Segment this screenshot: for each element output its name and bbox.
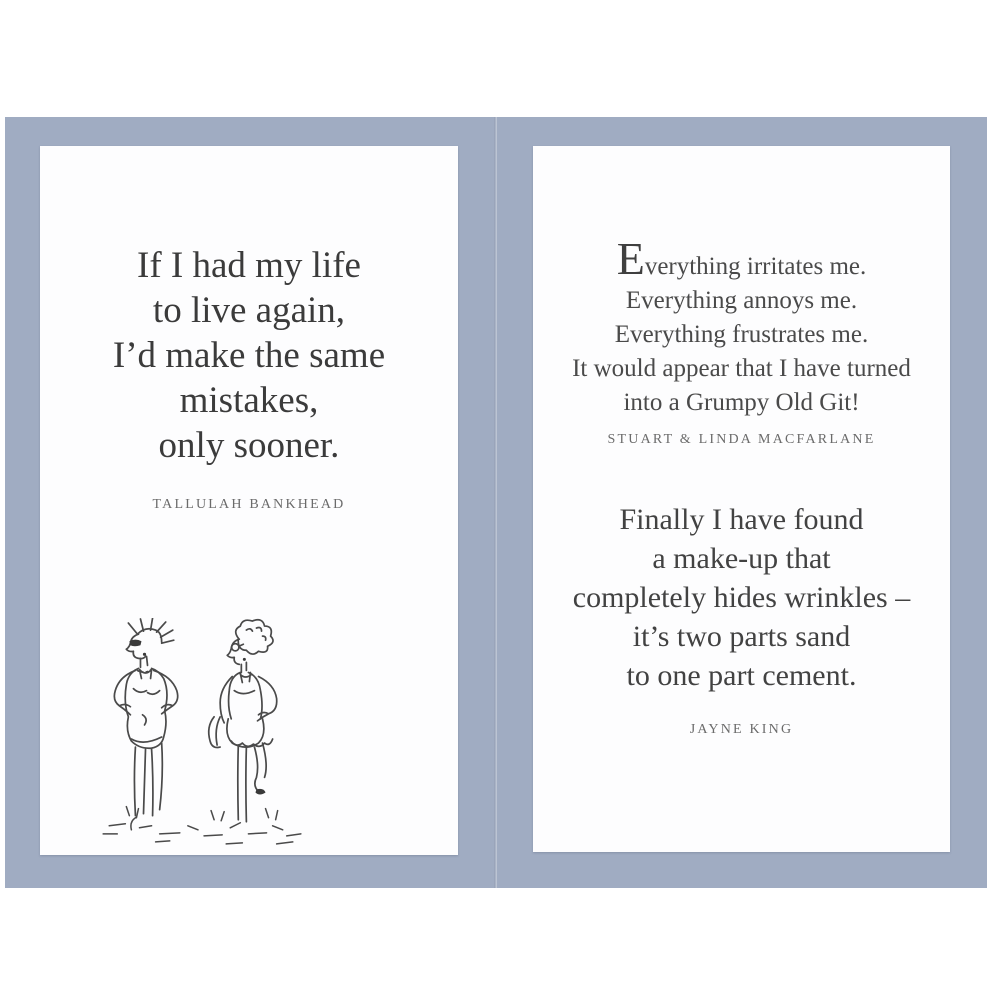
womanB-earring <box>243 658 246 661</box>
womanB-glasses <box>232 644 239 651</box>
womanB-shoe <box>255 789 265 795</box>
left-quote-attribution: TALLULAH BANKHEAD <box>152 497 346 512</box>
right-quote-makeup <box>533 500 950 695</box>
blue-mat-background <box>5 117 987 888</box>
quote-line-rest: verything irritates me. <box>644 253 867 280</box>
water-splashes <box>103 818 301 844</box>
two-women-swimsuits-illustration <box>95 618 309 852</box>
left-quote <box>40 243 458 468</box>
splash-tufts <box>126 807 277 821</box>
quote-line: into a Grumpy Old Git! <box>623 389 860 416</box>
womanA-belly-line <box>142 715 146 725</box>
womanB-right-arm <box>257 677 276 721</box>
quote-line: a make-up that <box>652 542 831 575</box>
quote-line: I’d make the same <box>112 335 386 376</box>
womanA-hair <box>128 618 173 643</box>
womanA-earring <box>143 653 146 656</box>
image-seam-divider <box>494 117 497 888</box>
quote-line: It would appear that I have turned <box>572 355 911 382</box>
quote-line: to one part cement. <box>626 659 857 692</box>
quote-line: only sooner. <box>158 425 340 466</box>
womanB-neck <box>241 662 246 672</box>
womanA-chest-lines <box>133 689 159 695</box>
womanB-chest-line <box>234 691 254 694</box>
right-quote1-attribution: STUART & LINDA MACFARLANE <box>607 432 876 447</box>
quote-line: mistakes, <box>179 380 319 421</box>
womanB-hair-curls <box>246 628 265 641</box>
left-page <box>40 146 458 855</box>
quote-line: Everything annoys me. <box>625 287 858 314</box>
quote-line: completely hides wrinkles – <box>572 581 911 614</box>
womanB-suit-straps <box>240 672 251 682</box>
womanB-hair <box>236 620 273 654</box>
womanB-body <box>229 672 262 718</box>
womanA-body <box>125 668 167 748</box>
womanA-head <box>126 634 145 658</box>
quote-line: it’s two parts sand <box>632 620 851 653</box>
womanA-suit-hem <box>131 737 161 742</box>
womanB-legs <box>238 743 266 822</box>
quote-line: If I had my life <box>137 245 361 286</box>
right-page <box>533 146 950 852</box>
womanA-legs <box>134 743 162 816</box>
right-quote2-attribution: JAYNE KING <box>689 722 794 737</box>
quote-line <box>533 233 950 284</box>
womanA-suit-straps <box>139 669 151 678</box>
quote-line: Finally I have found <box>619 503 864 536</box>
womanA-sunglasses <box>129 640 141 647</box>
quote-line: to live again, <box>152 290 346 331</box>
womanB-towel <box>209 717 220 748</box>
drop-cap: E <box>616 233 645 284</box>
right-quote-grumpy <box>533 233 950 420</box>
quote-line: Everything frustrates me. <box>614 321 869 348</box>
